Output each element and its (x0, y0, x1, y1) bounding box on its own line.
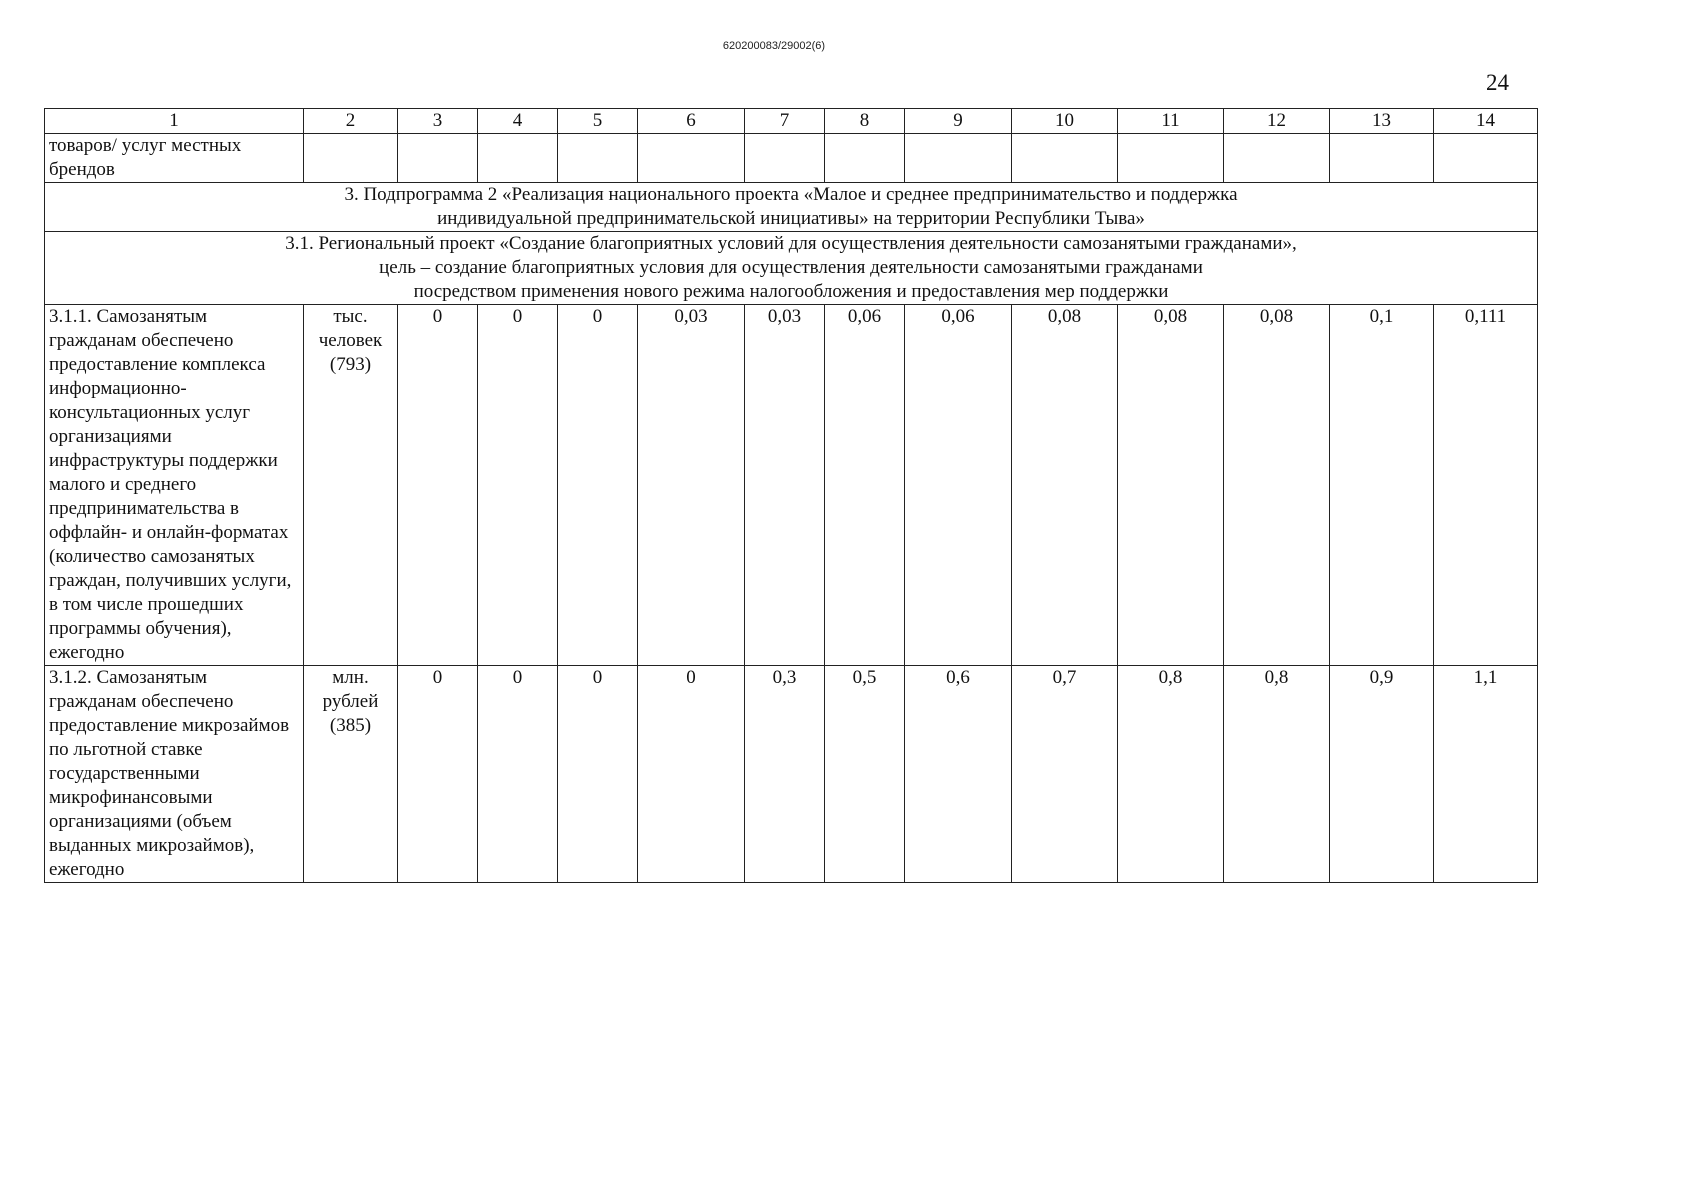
subprogram-heading-line: индивидуальной предпринимательской инициативы» на территории Республики Тыва» (437, 208, 1145, 229)
value-cell: 0 (558, 305, 638, 666)
value-cell: 0 (398, 305, 478, 666)
column-header: 9 (905, 109, 1012, 134)
subprogram-heading (45, 183, 1538, 232)
unit-of-measure: млн. рублей (385) (304, 666, 398, 883)
subsection-heading-row (45, 232, 1538, 305)
column-header: 11 (1118, 109, 1224, 134)
column-header: 2 (304, 109, 398, 134)
empty-cell (1118, 134, 1224, 183)
continuation-row (45, 134, 1538, 183)
value-cell: 0 (478, 305, 558, 666)
column-header: 1 (45, 109, 304, 134)
empty-cell (304, 134, 398, 183)
indicator-table (44, 108, 1538, 883)
page-number: 24 (1486, 70, 1509, 95)
regional-project-heading (45, 232, 1538, 305)
column-header-row (45, 109, 1538, 134)
empty-cell (398, 134, 478, 183)
value-cell: 0,9 (1330, 666, 1434, 883)
value-cell: 0 (398, 666, 478, 883)
empty-cell (745, 134, 825, 183)
value-cell: 0,3 (745, 666, 825, 883)
value-cell: 0,7 (1012, 666, 1118, 883)
empty-cell (825, 134, 905, 183)
value-cell: 0,111 (1434, 305, 1538, 666)
regional-project-heading-line: цель – создание благоприятных условия для осуществления деятельности самозанятыми гражданами (379, 257, 1203, 278)
column-header: 5 (558, 109, 638, 134)
subprogram-heading-line: 3. Подпрограмма 2 «Реализация национального проекта «Малое и среднее предпринимательство и поддержка (344, 184, 1238, 205)
value-cell: 0 (478, 666, 558, 883)
indicator-table-container (44, 108, 1538, 883)
unit-of-measure: тыс. человек (793) (304, 305, 398, 666)
column-header: 6 (638, 109, 745, 134)
column-header: 3 (398, 109, 478, 134)
column-header: 10 (1012, 109, 1118, 134)
column-header: 14 (1434, 109, 1538, 134)
value-cell: 0,8 (1224, 666, 1330, 883)
empty-cell (1012, 134, 1118, 183)
value-cell: 0,06 (905, 305, 1012, 666)
regional-project-heading-line: посредством применения нового режима налогообложения и предоставления мер поддержки (413, 281, 1169, 302)
value-cell: 0,08 (1012, 305, 1118, 666)
column-header: 4 (478, 109, 558, 134)
empty-cell (1330, 134, 1434, 183)
value-cell: 0,06 (825, 305, 905, 666)
empty-cell (1224, 134, 1330, 183)
value-cell: 0,08 (1118, 305, 1224, 666)
section-heading-row (45, 183, 1538, 232)
indicator-description: 3.1.1. Самозанятым гражданам обеспечено предоставление комплекса информационно-консультационных услуг организациями инфраструктуры поддержки малого и среднего предпринимательства в оффлайн- и онлайн-форматах (количество самозанятых граждан, получивших услуги, в том числе прошедших программы обучения), ежегодно (45, 305, 304, 666)
value-cell: 0,03 (745, 305, 825, 666)
column-header: 7 (745, 109, 825, 134)
value-cell: 1,1 (1434, 666, 1538, 883)
column-header: 8 (825, 109, 905, 134)
value-cell: 0,03 (638, 305, 745, 666)
column-header: 12 (1224, 109, 1330, 134)
empty-cell (905, 134, 1012, 183)
value-cell: 0,5 (825, 666, 905, 883)
table-row (45, 305, 1538, 666)
table-row (45, 666, 1538, 883)
column-header: 13 (1330, 109, 1434, 134)
value-cell: 0 (638, 666, 745, 883)
document-id: 620200083/29002(6) (722, 40, 826, 52)
regional-project-heading-line: 3.1. Региональный проект «Создание благоприятных условий для осуществления деятельности самозанятыми гражданами», (285, 233, 1297, 254)
empty-cell (1434, 134, 1538, 183)
value-cell: 0,08 (1224, 305, 1330, 666)
empty-cell (478, 134, 558, 183)
indicator-description: товаров/ услуг местных брендов (45, 134, 304, 183)
indicator-description: 3.1.2. Самозанятым гражданам обеспечено предоставление микрозаймов по льготной ставке государственными микрофинансовыми организациями (объем выданных микрозаймов), ежегодно (45, 666, 304, 883)
value-cell: 0 (558, 666, 638, 883)
value-cell: 0,8 (1118, 666, 1224, 883)
empty-cell (638, 134, 745, 183)
value-cell: 0,6 (905, 666, 1012, 883)
empty-cell (558, 134, 638, 183)
value-cell: 0,1 (1330, 305, 1434, 666)
